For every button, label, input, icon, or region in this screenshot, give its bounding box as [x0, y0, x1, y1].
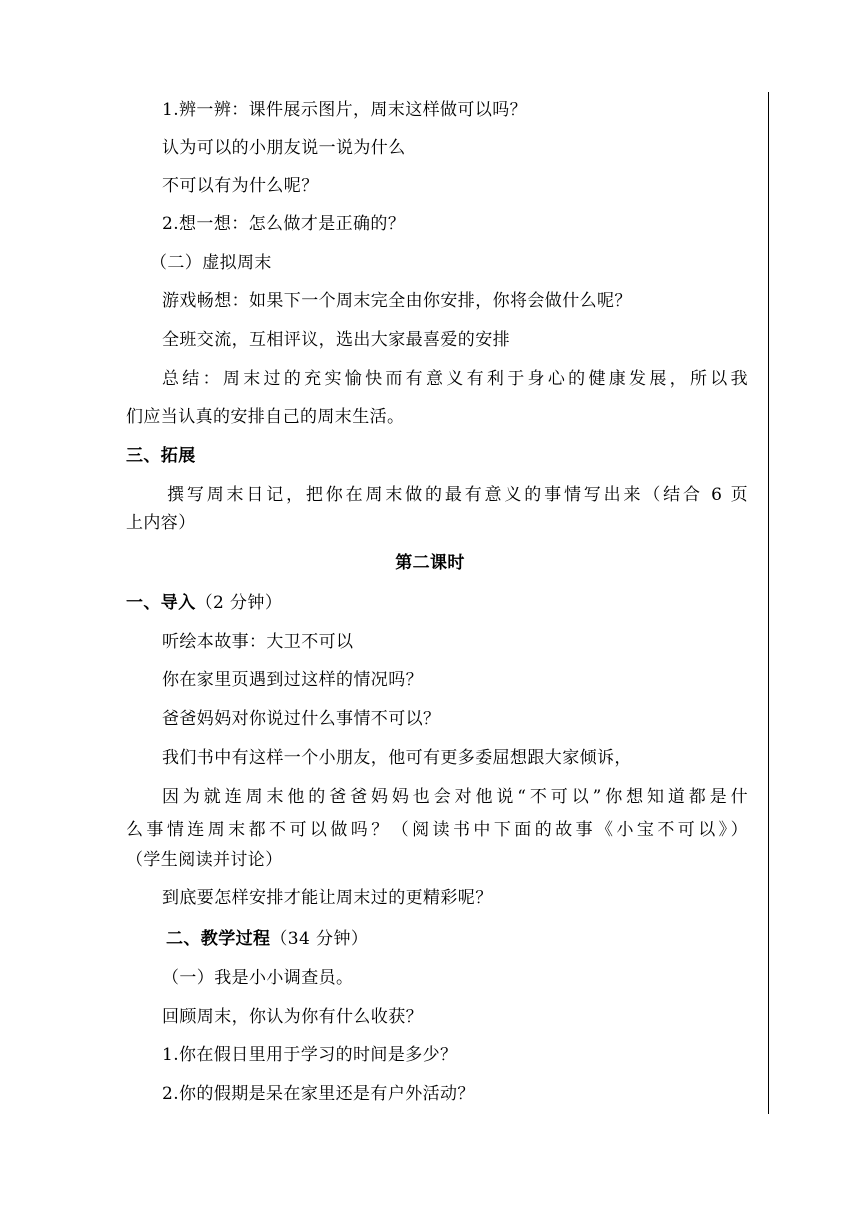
text-line: 听绘本故事：大卫不可以: [162, 632, 354, 652]
text-line: 因为就连周末他的爸爸妈妈也会对他说“不可以”你想知道都是什: [162, 787, 748, 807]
text-line: 撰写周末日记，把你在周末做的最有意义的事情写出来（结合 6 页: [167, 485, 748, 505]
text-line: 总结：周末过的充实愉快而有意义有利于身心的健康发展，所以我: [162, 369, 748, 389]
heading-time: （2 分钟）: [195, 593, 283, 613]
heading-label: 二、教学过程: [166, 929, 271, 949]
section-heading-process: [166, 929, 368, 949]
section-heading-extension: 三、拓展: [126, 446, 196, 466]
table-border-right: [768, 92, 769, 1114]
text-line: 回顾周末，你认为你有什么收获？: [162, 1007, 423, 1027]
section-heading: （二）虚拟周末: [150, 253, 272, 273]
section-heading-intro: [126, 593, 282, 613]
text-line: 到底要怎样安排才能让周末过的更精彩呢？: [162, 888, 493, 908]
lesson-title: 第二课时: [395, 553, 465, 573]
heading-label: 一、导入: [126, 593, 196, 613]
heading-time: （34 分钟）: [270, 929, 369, 949]
text-line: 你在家里页遇到过这样的情况吗？: [162, 670, 423, 690]
text-line: 么事情连周末都不可以做吗？（阅读书中下面的故事《小宝不可以》）: [126, 820, 748, 840]
text-line: 全班交流，互相评议，选出大家最喜爱的安排: [162, 330, 510, 350]
text-line: 游戏畅想：如果下一个周末完全由你安排，你将会做什么呢？: [162, 291, 632, 311]
text-line: 认为可以的小朋友说一说为什么: [162, 138, 406, 158]
text-line: 2.想一想：怎么做才是正确的？: [162, 214, 406, 234]
text-line: 爸爸妈妈对你说过什么事情不可以？: [162, 709, 441, 729]
text-line: 们应当认真的安排自己的周末生活。: [126, 407, 405, 427]
text-line: 不可以有为什么呢？: [162, 176, 319, 196]
text-line: 1.辨一辨：课件展示图片，周末这样做可以吗？: [162, 100, 528, 120]
text-line: 1.你在假日里用于学习的时间是多少？: [162, 1045, 458, 1065]
text-line: （一）我是小小调查员。: [162, 968, 354, 988]
text-line: 上内容）: [126, 513, 196, 533]
text-line: 2.你的假期是呆在家里还是有户外活动？: [162, 1084, 475, 1104]
text-line: 我们书中有这样一个小朋友，他可有更多委屈想跟大家倾诉，: [162, 748, 632, 768]
text-line: （学生阅读并讨论）: [126, 850, 283, 870]
